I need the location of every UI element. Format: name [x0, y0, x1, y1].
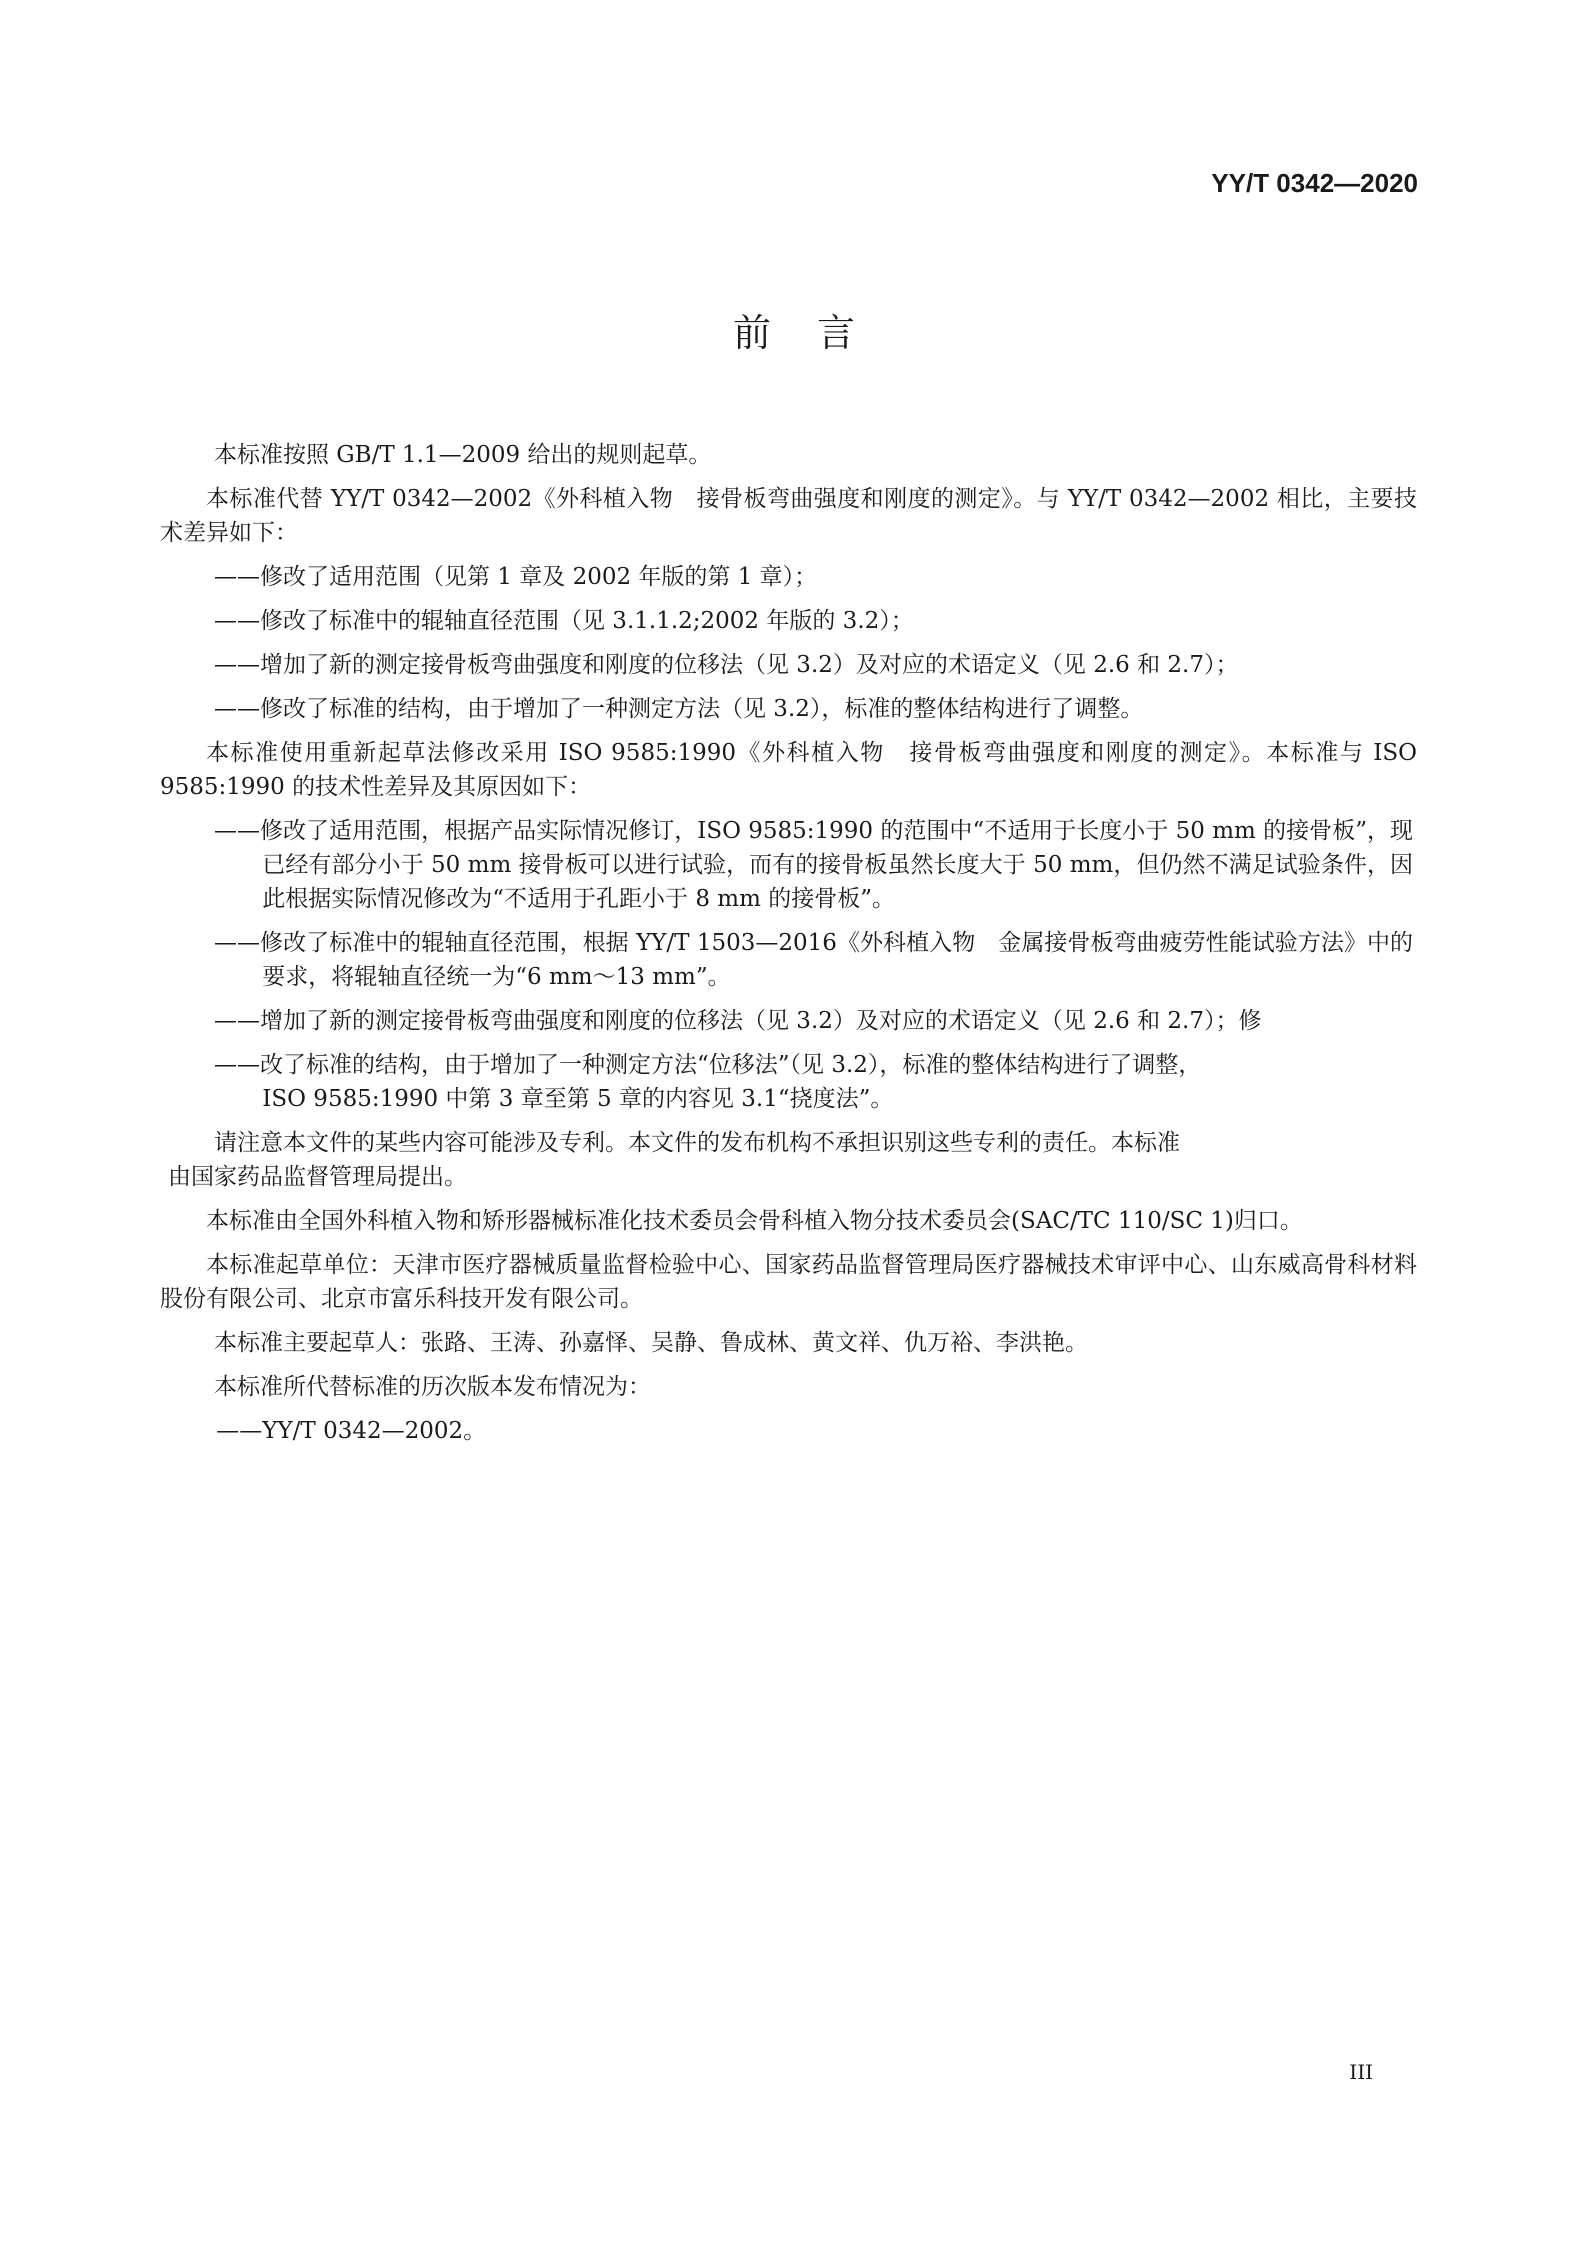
paragraph-iso-adoption: 本标准使用重新起草法修改采用 ISO 9585:1990《外科植入物 接骨板弯曲强度和刚度的测定》。本标准与 ISO 9585:1990 的技术性差异及其原因如下： — [160, 740, 1417, 800]
list-item-iso-structure-continued: ISO 9585:1990 中第 3 章至第 5 章的内容见 3.1“挠度法”。 — [262, 1086, 894, 1112]
paragraph-replacement: 本标准代替 YY/T 0342—2002《外科植入物 接骨板弯曲强度和刚度的测定》。与 YY/T 0342—2002 相比，主要技术差异如下： — [160, 486, 1417, 546]
paragraph-drafters: 本标准主要起草人：张路、王涛、孙嘉怿、吴静、鲁成林、黄文祥、仇万裕、李洪艳。 — [214, 1330, 1088, 1356]
paragraph-proposer: 由国家药品监督管理局提出。 — [168, 1164, 467, 1190]
list-item-iso-scope: ——修改了适用范围，根据产品实际情况修订，ISO 9585:1990 的范围中“不适用于长度小于 50 mm 的接骨板”，现已经有部分小于 50 mm 接骨板可以进行试验，而有的接骨板虽然长度大于 50 mm，但仍然不满足试验条件，因此根据实际情况修改为“不适用于孔距小于 8 mm 的接骨板”。 — [214, 818, 1413, 912]
list-item-iso-displacement-method: ——增加了新的测定接骨板弯曲强度和刚度的位移法（见 3.2）及对应的术语定义（见 2.6 和 2.7）；修 — [214, 1008, 1262, 1034]
paragraph-history-intro: 本标准所代替标准的历次版本发布情况为： — [214, 1374, 651, 1400]
document-body — [160, 438, 1417, 1458]
document-code: YY/T 0342—2020 — [1211, 168, 1418, 198]
page-title: 前言 — [732, 311, 901, 355]
paragraph-technical-committee: 本标准由全国外科植入物和矫形器械标准化技术委员会骨科植入物分技术委员会(SAC/TC 110/SC 1)归口。 — [206, 1208, 1303, 1234]
paragraph-drafting-rules: 本标准按照 GB/T 1.1—2009 给出的规则起草。 — [214, 442, 712, 468]
list-item-iso-roller-diameter: ——修改了标准中的辊轴直径范围，根据 YY/T 1503—2016《外科植入物 金属接骨板弯曲疲劳性能试验方法》中的要求，将辊轴直径统一为“6 mm～13 mm”。 — [214, 930, 1413, 990]
list-item-diff-structure: ——修改了标准的结构，由于增加了一种测定方法（见 3.2），标准的整体结构进行了调整。 — [214, 696, 1144, 722]
page-number: III — [1349, 2060, 1373, 2084]
list-item-diff-roller-diameter: ——修改了标准中的辊轴直径范围（见 3.1.1.2;2002 年版的 3.2）； — [214, 608, 914, 634]
paragraph-drafting-units: 本标准起草单位：天津市医疗器械质量监督检验中心、国家药品监督管理局医疗器械技术审评中心、山东威高骨科材料股份有限公司、北京市富乐科技开发有限公司。 — [160, 1252, 1417, 1312]
paragraph-patent-notice: 请注意本文件的某些内容可能涉及专利。本文件的发布机构不承担识别这些专利的责任。本标准 — [214, 1130, 1180, 1156]
list-item-diff-displacement-method: ——增加了新的测定接骨板弯曲强度和刚度的位移法（见 3.2）及对应的术语定义（见 2.6 和 2.7）； — [214, 652, 1239, 678]
list-item-iso-structure: ——改了标准的结构，由于增加了一种测定方法“位移法”（见 3.2），标准的整体结构进行了调整， — [214, 1052, 1202, 1078]
list-item-diff-scope: ——修改了适用范围（见第 1 章及 2002 年版的第 1 章）； — [214, 564, 818, 590]
list-item-history-version: ——YY/T 0342—2002。 — [216, 1418, 487, 1444]
